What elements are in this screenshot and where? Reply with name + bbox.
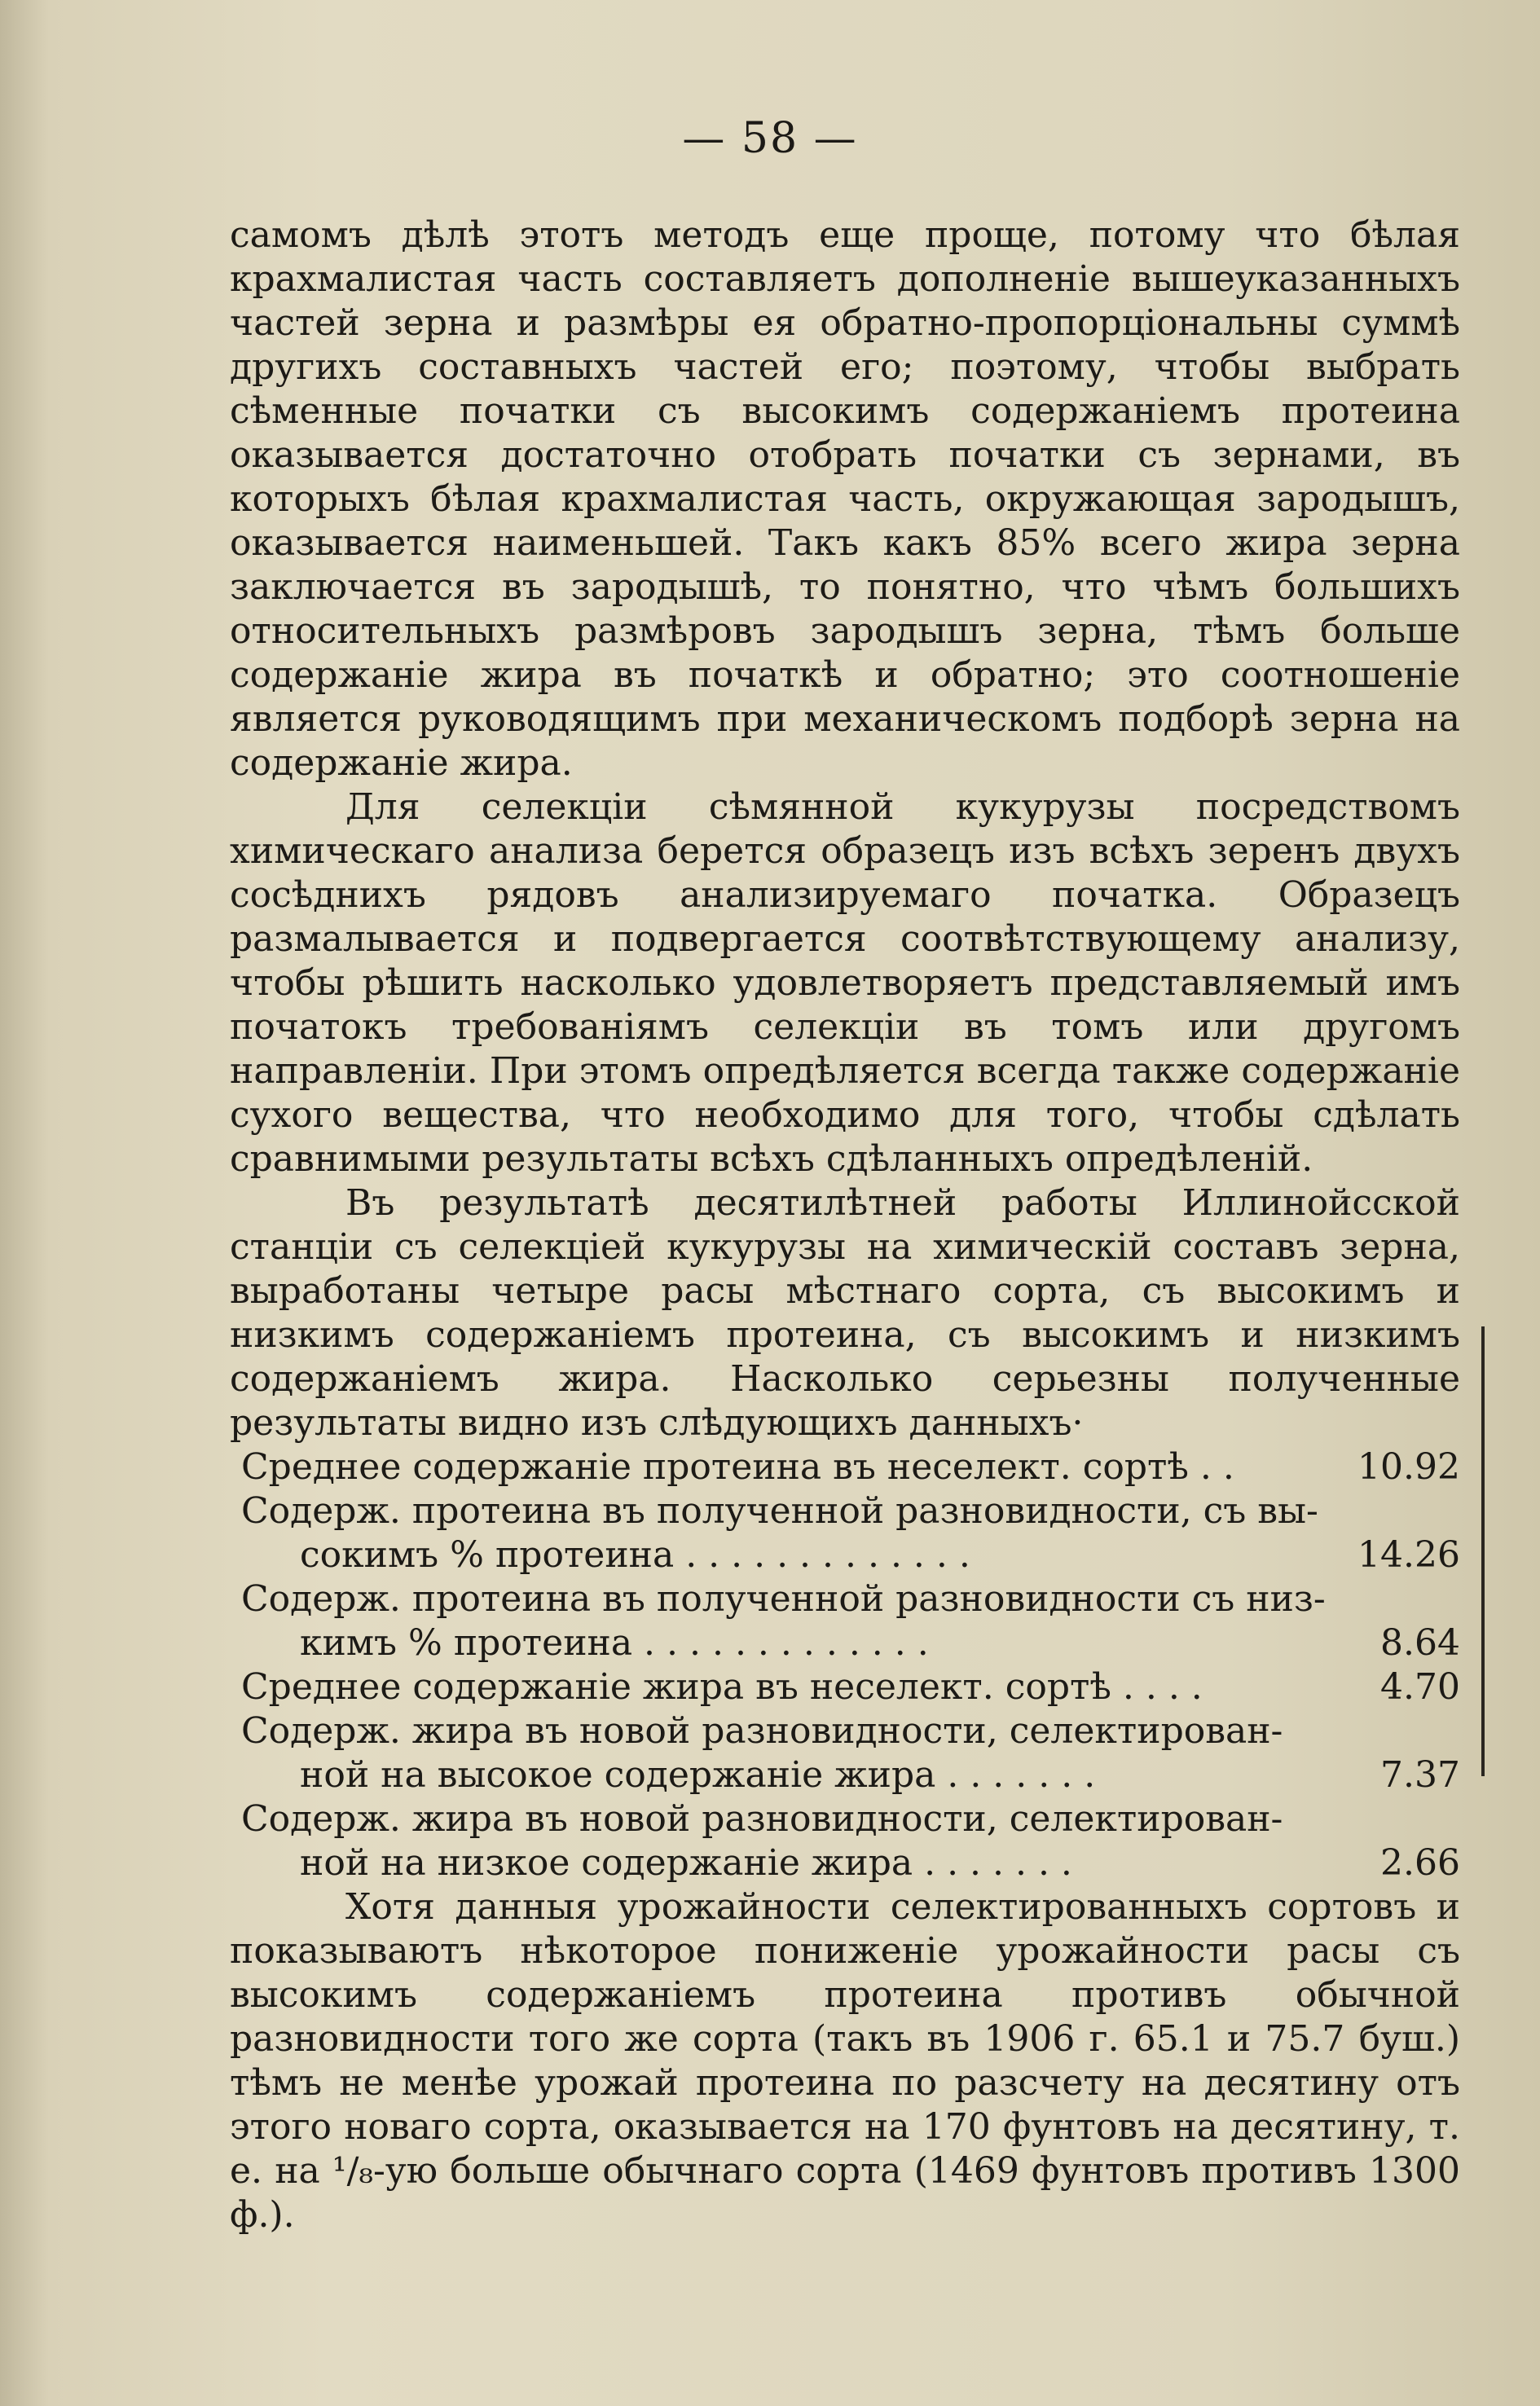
row-label: Содерж. жира въ новой разновидности, селектирован- — [241, 1798, 1283, 1840]
table-row — [230, 1577, 1460, 1665]
row-label-cont: ной на высокое содержаніе жира . . . . . . . — [300, 1754, 1096, 1796]
row-label-cont: ной на низкое содержаніе жира . . . . . . . — [300, 1842, 1072, 1884]
page-number: — 58 — — [682, 114, 858, 163]
row-value: 7.37 — [1380, 1754, 1460, 1796]
row-value: 2.66 — [1380, 1842, 1460, 1884]
row-label: Среднее содержаніе жира въ неселект. сортѣ . . . . — [241, 1666, 1203, 1708]
paragraph-3: Въ результатѣ десятилѣтней работы Иллинойсской станціи съ селекціей кукурузы на химическій составъ зерна, выработаны четыре расы мѣстнаго сорта, съ высокимъ и низкимъ содержаніемъ протеина, съ высокимъ и низкимъ содержаніемъ жира. Насколько серьезны полученные результаты видно изъ слѣдующихъ данныхъ· — [230, 1182, 1460, 1444]
row-label: Среднее содержаніе протеина въ неселект. сортѣ . . — [241, 1446, 1234, 1488]
page-body — [230, 213, 1460, 2237]
row-value: 4.70 — [1380, 1666, 1460, 1708]
table-row — [230, 1797, 1460, 1885]
paragraph-4: Хотя данныя урожайности селектированныхъ сортовъ и показываютъ нѣкоторое пониженіе урожайности расы съ высокимъ содержаніемъ протеина противъ обычной разновидности того же сорта (такъ въ 1906 г. 65.1 и 75.7 буш.) тѣмъ не менѣе урожай протеина по разсчету на десятину отъ этого новаго сорта, оказывается на 170 фунтовъ на десятину, т. е. на ¹/₈-ую больше обычнаго сорта (1469 фунтовъ противъ 1300 ф.). — [230, 1886, 1460, 2236]
row-label: Содерж. протеина въ полученной разновидности, съ вы- — [241, 1490, 1318, 1532]
table-row — [230, 1709, 1460, 1797]
row-label: Содерж. жира въ новой разновидности, селектирован- — [241, 1710, 1283, 1752]
paragraph-2: Для селекціи сѣмянной кукурузы посредствомъ химическаго анализа берется образецъ изъ всѣхъ зеренъ двухъ сосѣднихъ рядовъ анализируемаго початка. Образецъ размалывается и подвергается соотвѣтствующему анализу, чтобы рѣшить насколько удовлетворяетъ представляемый имъ початокъ требованіямъ селекціи въ томъ или другомъ направленіи. При этомъ опредѣляется всегда также содержаніе сухого вещества, что необходимо для того, чтобы сдѣлать сравнимыми результаты всѣхъ сдѣланныхъ опредѣленій. — [230, 786, 1460, 1180]
table-row — [230, 1489, 1460, 1577]
results-table — [230, 1445, 1460, 1885]
paragraph-1: самомъ дѣлѣ этотъ методъ еще проще, потому что бѣлая крахмалистая часть составляетъ дополненіе вышеуказанныхъ частей зерна и размѣры ея обратно-пропорціональны суммѣ другихъ составныхъ частей его; поэтому, чтобы выбрать сѣменные початки съ высокимъ содержаніемъ протеина оказывается достаточно отобрать початки съ зернами, въ которыхъ бѣлая крахмалистая часть, окружающая зародышъ, оказывается наименьшей. Такъ какъ 85% всего жира зерна заключается въ зародышѣ, то понятно, что чѣмъ большихъ относительныхъ размѣровъ зародышъ зерна, тѣмъ больше содержаніе жира въ початкѣ и обратно; это соотношеніе является руководящимъ при механическомъ подборѣ зерна на содержаніе жира. — [230, 214, 1460, 784]
row-label-cont: сокимъ % протеина . . . . . . . . . . . . . — [300, 1534, 970, 1576]
row-label: Содерж. протеина въ полученной разновидности съ низ- — [241, 1578, 1326, 1620]
row-value: 10.92 — [1357, 1446, 1460, 1488]
margin-bracket — [1481, 1326, 1493, 1776]
row-value: 8.64 — [1380, 1622, 1460, 1664]
row-value: 14.26 — [1357, 1534, 1460, 1576]
table-row — [230, 1445, 1460, 1489]
table-row — [230, 1665, 1460, 1709]
row-label-cont: кимъ % протеина . . . . . . . . . . . . . — [300, 1622, 929, 1664]
